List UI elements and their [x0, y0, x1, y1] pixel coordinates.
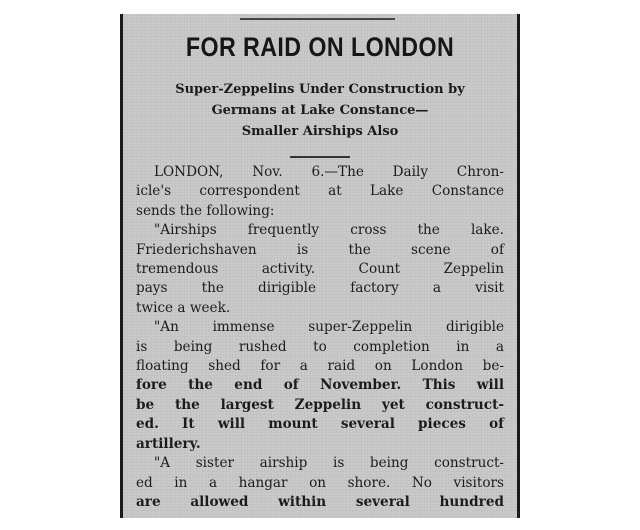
- body-line: are allowed within several hundred: [136, 493, 504, 510]
- headline: FOR RAID ON LONDON: [185, 32, 455, 62]
- body-line: artillery.: [136, 435, 201, 452]
- body-line: Friederichshaven is the scene of: [136, 241, 504, 258]
- body-line: ed in a hangar on shore. No visitors: [136, 474, 504, 491]
- newspaper-clipping: [120, 14, 520, 518]
- body-line: tremendous activity. Count Zeppelin: [136, 261, 504, 278]
- body-line: pays the dirigible factory a visit: [136, 280, 504, 297]
- left-column-rule: [120, 14, 123, 518]
- body-line: "Airships frequently cross the lake.: [154, 222, 504, 239]
- article-body: [136, 163, 504, 512]
- deck-line: Smaller Airships Also: [241, 124, 399, 139]
- body-line: fore the end of November. This will: [136, 377, 504, 394]
- right-column-rule: [517, 14, 520, 518]
- body-line: icle's correspondent at Lake Constance: [136, 183, 504, 200]
- subheadline-deck: [138, 79, 502, 142]
- body-line: LONDON, Nov. 6.—The Daily Chron-: [154, 164, 504, 180]
- top-rule: [240, 18, 395, 20]
- body-line: sends the following:: [136, 202, 275, 219]
- deck-line: Super-Zeppelins Under Construction by: [175, 82, 465, 97]
- body-line: floating shed for a raid on London be-: [136, 358, 504, 375]
- section-divider: [290, 156, 350, 158]
- body-line: "A sister airship is being construct-: [154, 455, 504, 472]
- body-line: ed. It will mount several pieces of: [136, 416, 504, 433]
- body-line: is being rushed to completion in a: [136, 338, 504, 355]
- body-line: "An immense super-Zeppelin dirigible: [154, 319, 504, 336]
- body-line: twice a week.: [136, 299, 231, 316]
- body-line: be the largest Zeppelin yet construct-: [136, 396, 504, 413]
- deck-line: Germans at Lake Constance—: [211, 103, 429, 118]
